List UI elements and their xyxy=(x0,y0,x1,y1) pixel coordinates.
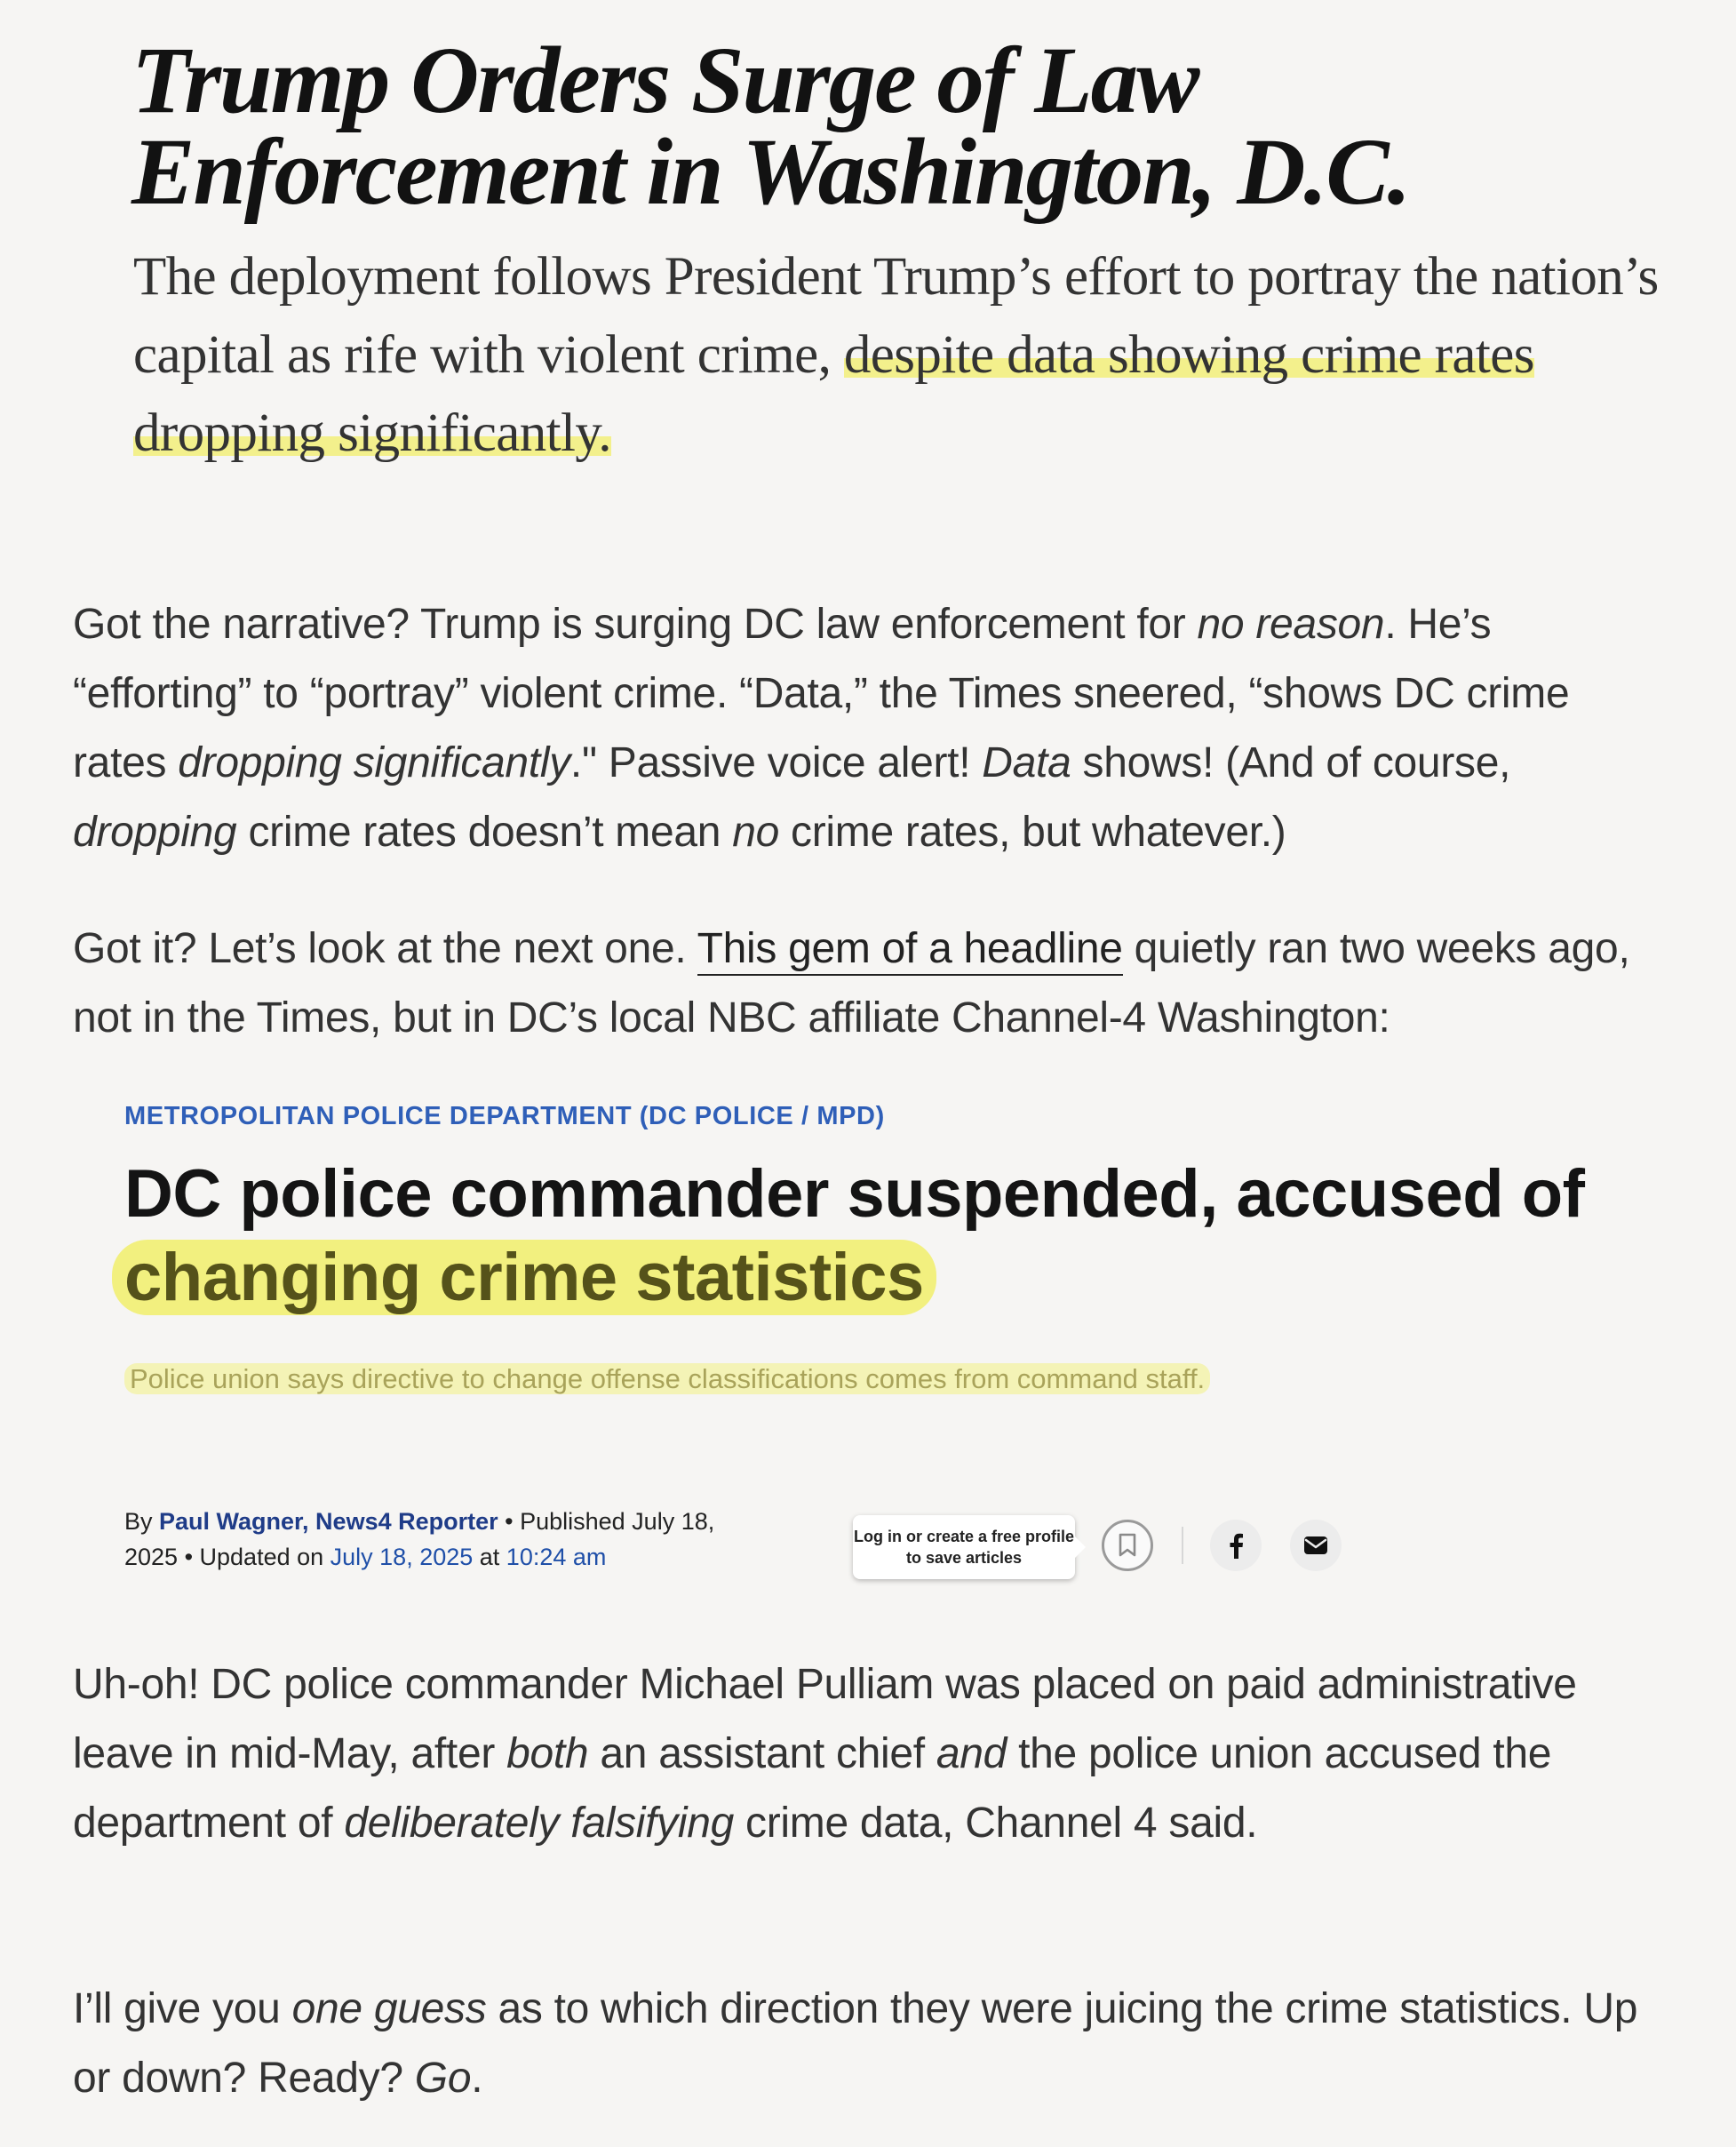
nbc-headline-text: DC police commander suspended, accused of xyxy=(124,1156,1585,1232)
para1-italic-4: dropping xyxy=(73,809,237,856)
para4-text-1: I’ll give you xyxy=(73,1985,292,2032)
para4-italic-1: one guess xyxy=(291,1985,487,2032)
nyt-clipping xyxy=(131,28,1660,473)
para1-italic-5: no xyxy=(732,809,779,856)
para3-text-4: crime data, Channel 4 said. xyxy=(734,1800,1258,1847)
byline-by: By xyxy=(124,1508,160,1535)
nbc-byline xyxy=(124,1504,746,1575)
bookmark-glyph xyxy=(1118,1533,1137,1558)
para1-text-1: Got the narrative? Trump is surging DC law enforcement for xyxy=(73,601,1198,648)
para2-text-2: quietly ran two weeks ago, not in the Times, but in DC’s local NBC affiliate Channel-4 Washington: xyxy=(73,925,1630,1042)
nbc-headline xyxy=(124,1153,1670,1320)
para4-text-2: as to which direction they were juicing the crime statistics. Up or down? Ready? xyxy=(73,1985,1638,2102)
para3-italic-2: and xyxy=(936,1730,1007,1777)
para1-text-4: shows! (And of course, xyxy=(1071,739,1511,786)
paragraph-3 xyxy=(73,1650,1672,1858)
byline-time: 10:24 am xyxy=(506,1544,607,1570)
paragraph-2 xyxy=(73,914,1672,1053)
byline-author[interactable]: Paul Wagner, News4 Reporter xyxy=(159,1508,498,1535)
byline-updated-date: July 18, 2025 xyxy=(330,1544,474,1570)
nbc-clipping xyxy=(124,1102,1670,1600)
nyt-deck-text: The deployment follows President Trump’s effort to portray the nation’s capital as rife with violent crime, xyxy=(133,247,1659,385)
nbc-subhead xyxy=(124,1355,1279,1403)
para1-text-6: crime rates, but whatever.) xyxy=(779,809,1286,856)
para4-text-3: . xyxy=(471,2055,483,2102)
bookmark-icon[interactable] xyxy=(1102,1520,1153,1571)
para1-text-2: . He’s “efforting” to “portray” violent crime. “Data,” the Times sneered, “shows DC crime rates xyxy=(73,601,1570,786)
nbc-kicker[interactable]: METROPOLITAN POLICE DEPARTMENT (DC POLICE / MPD) xyxy=(124,1102,885,1130)
para3-text-1: Uh-oh! DC police commander Michael Pulliam was placed on paid administrative leave in mid-May, after xyxy=(73,1661,1577,1777)
para4-italic-2: Go xyxy=(414,2055,472,2102)
byline-published: • Published July 18, 2025 • Updated on xyxy=(124,1508,715,1570)
share-divider xyxy=(1182,1527,1183,1564)
mail-icon[interactable] xyxy=(1290,1520,1342,1571)
nyt-headline: Trump Orders Surge of Law Enforcement in Washington, D.C. xyxy=(131,28,1410,225)
para1-italic-1: no reason xyxy=(1197,601,1385,648)
paragraph-4 xyxy=(73,1975,1672,2113)
mail-glyph xyxy=(1303,1536,1328,1555)
nyt-deck xyxy=(133,238,1661,473)
para1-text-3: ." Passive voice alert! xyxy=(569,739,983,786)
facebook-glyph xyxy=(1228,1532,1244,1559)
para1-italic-3: Data xyxy=(982,739,1071,786)
facebook-icon[interactable] xyxy=(1210,1520,1262,1571)
paragraph-1 xyxy=(73,590,1672,867)
headline-link[interactable]: This gem of a headline xyxy=(697,925,1123,976)
nyt-deck-highlight: despite data showing crime rates dropping significantly. xyxy=(133,325,1534,463)
para1-italic-2: dropping significantly xyxy=(178,739,570,786)
para3-italic-3: deliberately falsifying xyxy=(344,1800,734,1847)
para3-text-3: the police union accused the department of xyxy=(73,1730,1552,1847)
para3-text-2: an assistant chief xyxy=(588,1730,936,1777)
save-articles-tooltip: Log in or create a free profile to save articles xyxy=(853,1515,1075,1579)
byline-at: at xyxy=(473,1544,506,1570)
nbc-headline-highlight: changing crime statistics xyxy=(112,1240,936,1315)
para2-text-1: Got it? Let’s look at the next one. xyxy=(73,925,697,972)
nbc-subhead-text: Police union says directive to change offense classifications comes from command staff. xyxy=(124,1363,1210,1394)
para1-text-5: crime rates doesn’t mean xyxy=(236,809,733,856)
para3-italic-1: both xyxy=(506,1730,589,1777)
